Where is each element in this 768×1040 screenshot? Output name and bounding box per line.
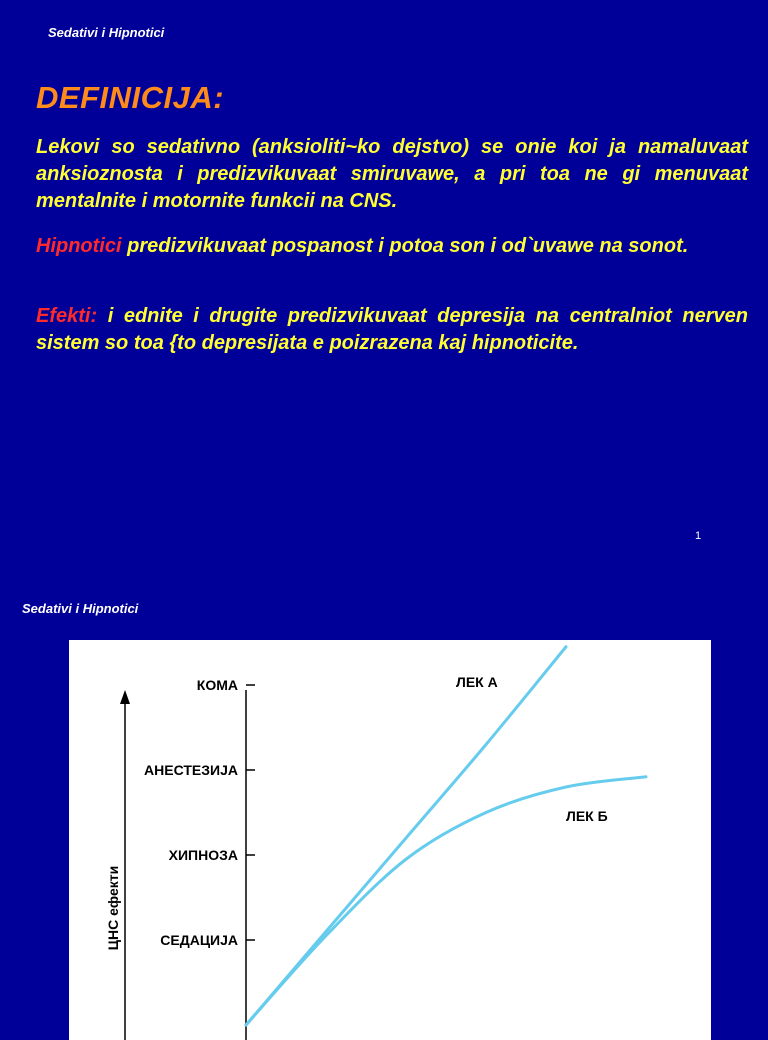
hypnotics-text: predizvikuvaat pospanost i potoa son i od`uvawe na sonot. bbox=[121, 235, 689, 257]
definition-heading: DEFINICIJA: bbox=[36, 80, 225, 115]
curves-group bbox=[246, 647, 646, 1025]
slide-header-title: Sedativi i Hipnotici bbox=[48, 25, 165, 40]
definition-paragraph: Lekovi so sedativno (anksioliti~ko dejstvo) se onie koi ja namaluvaat anksioznosta i predizvikuvaat smiruvawe, a pri toa ne gi menuvaat mentalnite i motornite funkcii na CNS. bbox=[36, 136, 748, 212]
series-label-lek-a: ЛЕК А bbox=[456, 673, 498, 690]
y-tick-label-3: АНЕСТЕЗИЈА bbox=[144, 762, 238, 778]
slide-header-title-2: Sedativi i Hipnotici bbox=[22, 601, 139, 616]
effects-paragraph bbox=[36, 303, 748, 357]
y-tick-label-2: ХИПНОЗА bbox=[168, 847, 238, 863]
cns-effects-chart bbox=[69, 640, 711, 1040]
effects-text: i ednite i drugite predizvikuvaat depresija na centralniot nerven sistem so toa {to depresijata e poizrazena kaj hipnoticite. bbox=[36, 305, 748, 354]
effects-label: Efekti: bbox=[36, 305, 98, 327]
hypnotics-label: Hipnotici bbox=[36, 235, 122, 257]
y-axis-label: ЦНС ефекти bbox=[105, 865, 121, 951]
y-tick-label-1: СЕДАЦИЈА bbox=[160, 932, 238, 948]
slide-2 bbox=[0, 590, 768, 1024]
series-label-lek-b: ЛЕК Б bbox=[566, 807, 608, 824]
chart-svg bbox=[69, 640, 711, 1040]
page-number: 1 bbox=[695, 530, 702, 542]
series-line-lek-a bbox=[246, 647, 566, 1025]
hypnotics-paragraph bbox=[36, 233, 748, 260]
y-tick-label-4: КОМА bbox=[196, 677, 238, 693]
y-arrow-head bbox=[120, 690, 130, 704]
y-ticks-group bbox=[144, 677, 255, 948]
